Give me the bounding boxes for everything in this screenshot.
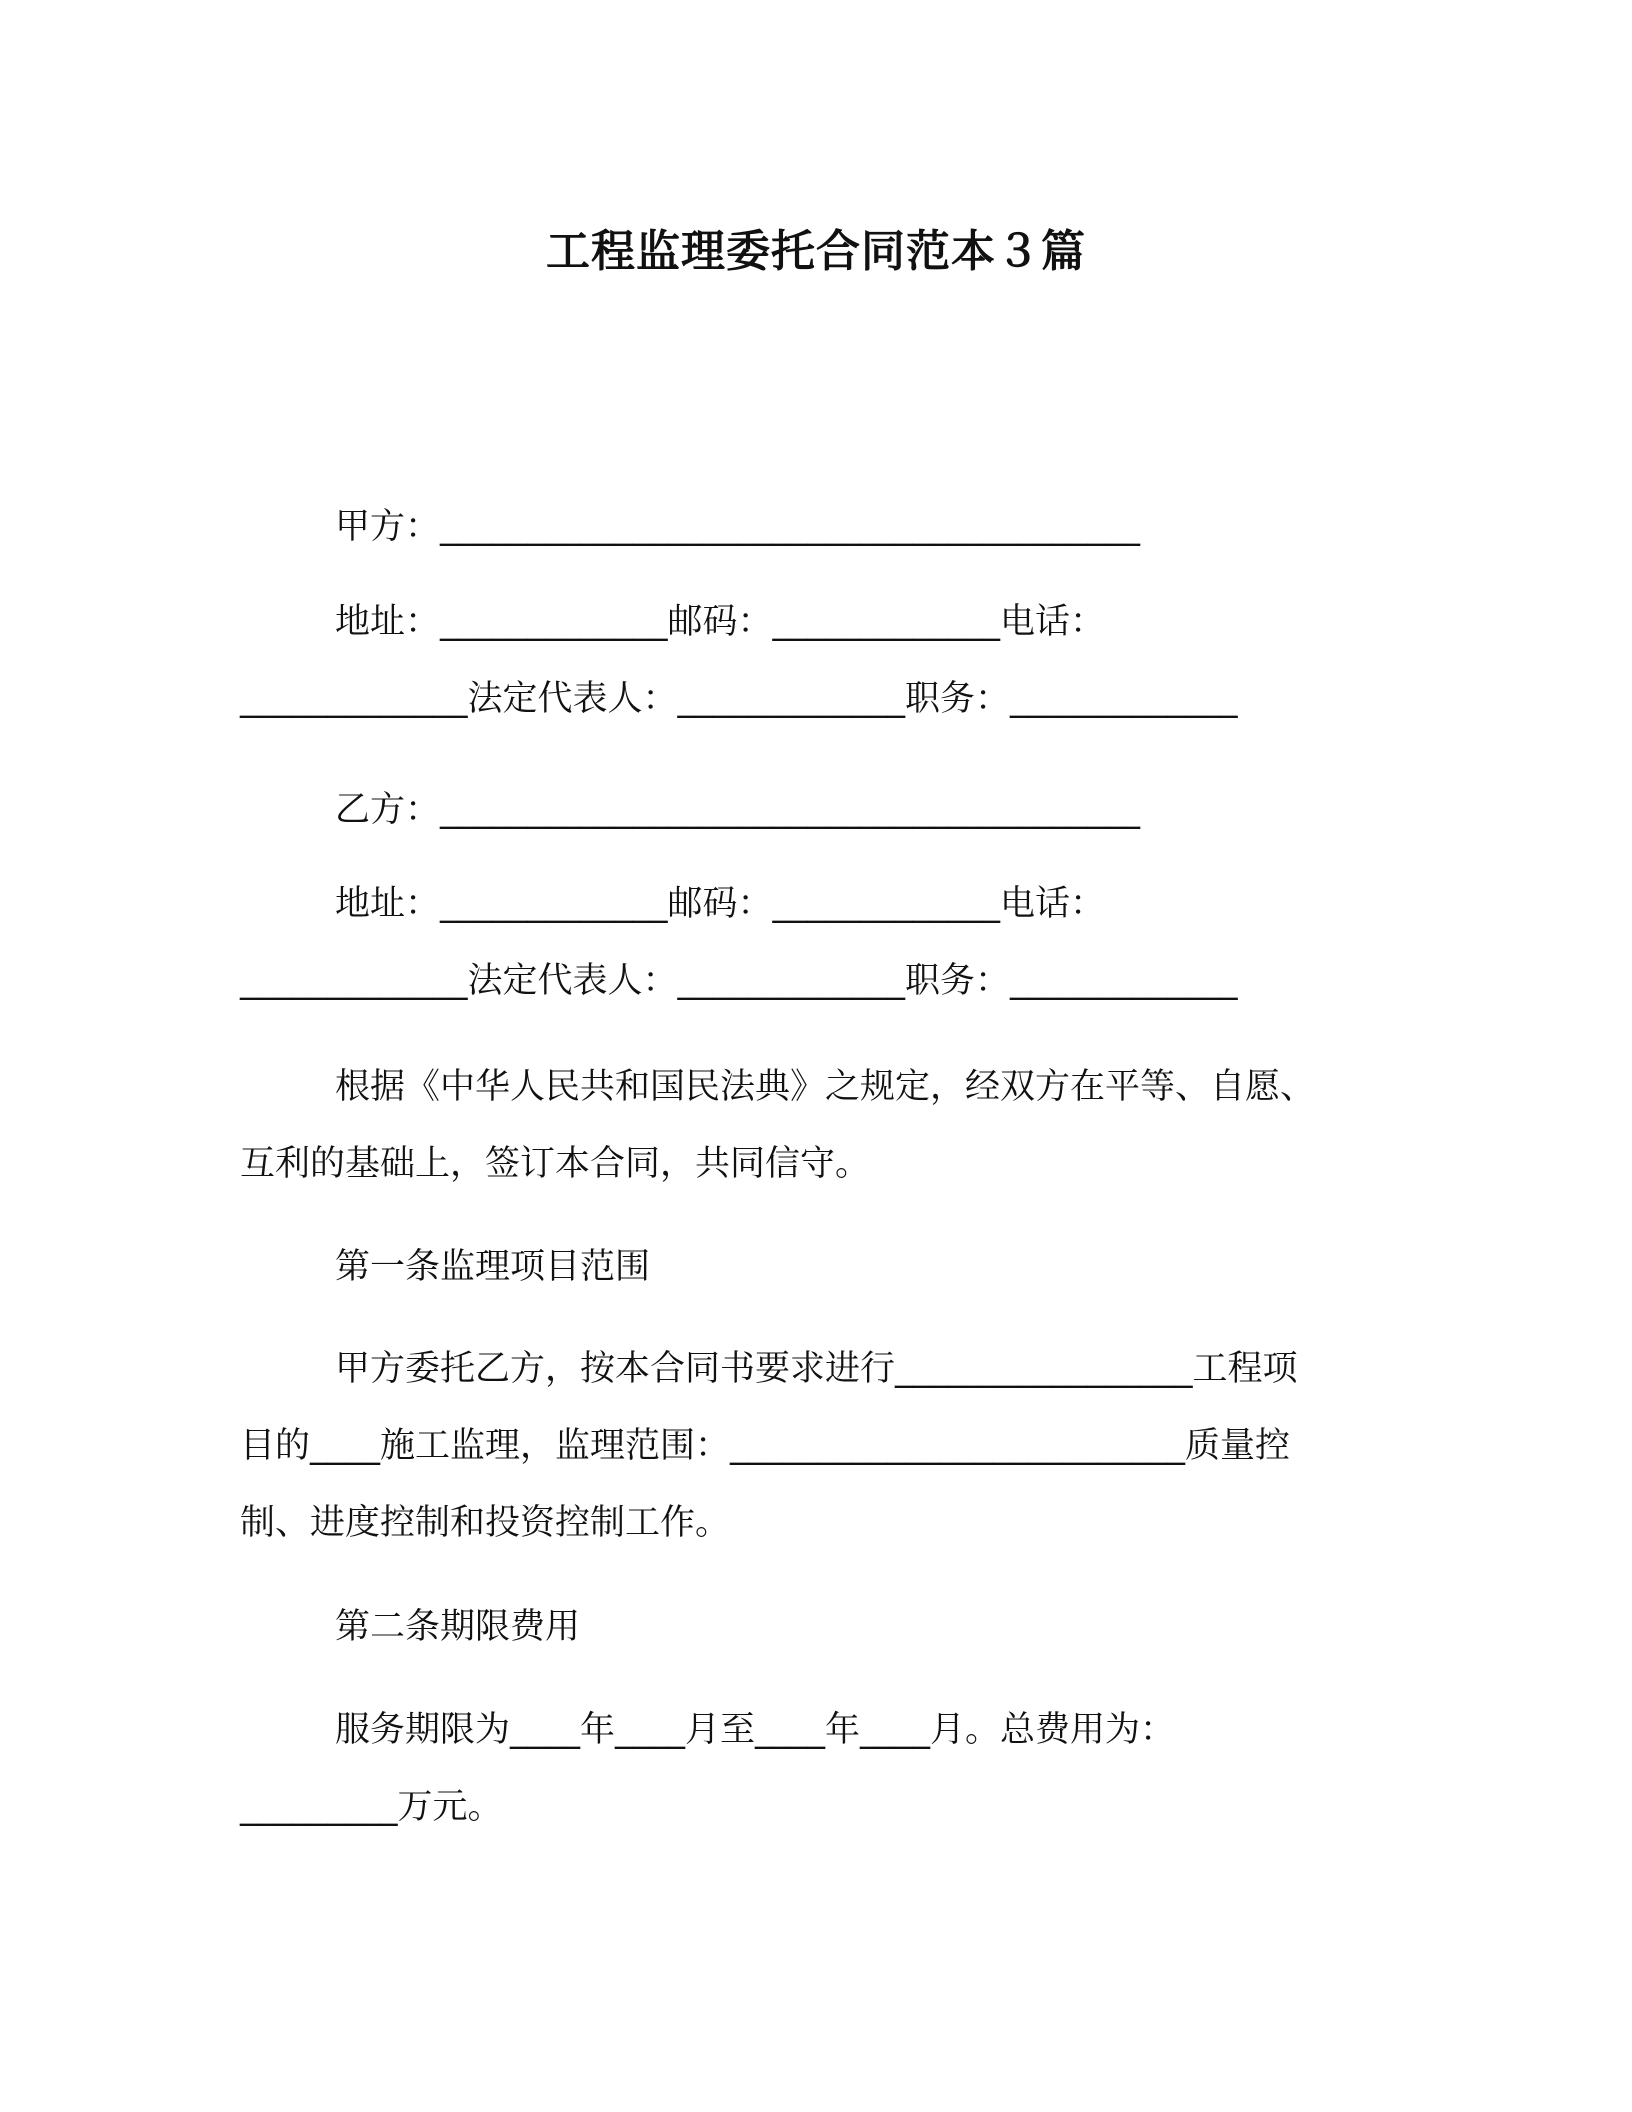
party-b-address-line: 地址：_____________邮码：_____________电话： <box>335 884 1106 924</box>
party-b-line: 乙方：________________________________________ <box>335 790 1141 830</box>
article-2-line-1: 服务期限为____年____月至____年____月。总费用为： <box>335 1710 1176 1750</box>
party-b-representative-line: _____________法定代表人：_____________职务：_____________ <box>240 961 1238 1001</box>
preamble-line-2: 互利的基础上，签订本合同，共同信守。 <box>240 1144 871 1184</box>
document-title: 工程监理委托合同范本３篇 <box>546 226 1086 277</box>
article-1-heading: 第一条监理项目范围 <box>335 1247 651 1287</box>
article-1-line-2: 目的____施工监理，监理范围：__________________________质量控 <box>240 1426 1291 1466</box>
article-2-line-2: _________万元。 <box>240 1787 503 1827</box>
article-1-line-1: 甲方委托乙方，按本合同书要求进行_________________工程项 <box>335 1349 1298 1389</box>
article-1-line-3: 制、进度控制和投资控制工作。 <box>240 1503 731 1543</box>
party-a-address-line: 地址：_____________邮码：_____________电话： <box>335 602 1106 642</box>
article-2-heading: 第二条期限费用 <box>335 1607 581 1647</box>
party-a-line: 甲方：________________________________________ <box>335 507 1141 547</box>
preamble-line-1: 根据《中华人民共和国民法典》之规定，经双方在平等、自愿、 <box>335 1067 1316 1107</box>
party-a-representative-line: _____________法定代表人：_____________职务：_____________ <box>240 679 1238 719</box>
